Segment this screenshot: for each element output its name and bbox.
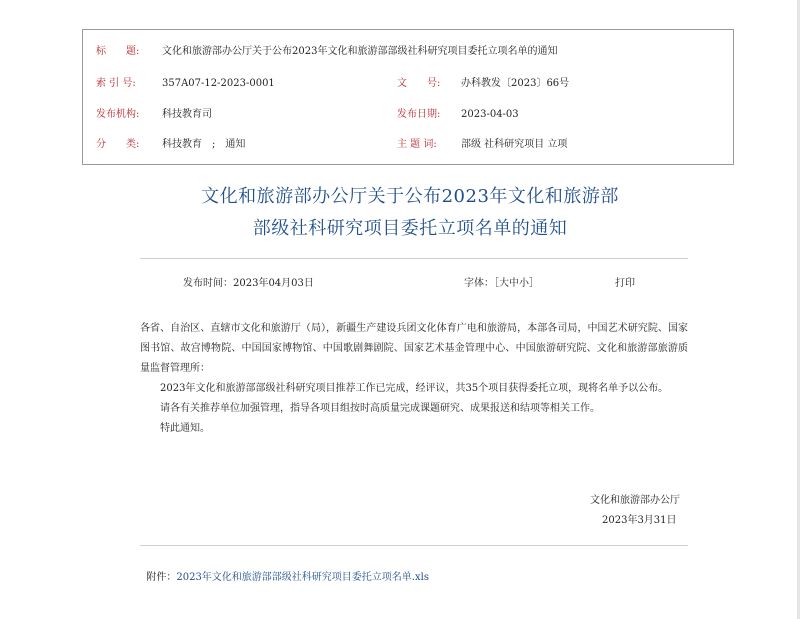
meta-title-label: 标 题: bbox=[96, 46, 140, 57]
meta-category-value: 科技教育 ; 通知 bbox=[162, 139, 246, 150]
meta-index-label: 索 引 号: bbox=[96, 78, 136, 89]
meta-docno-value: 办科教发〔2023〕66号 bbox=[461, 78, 570, 89]
salutation: 各省、自治区、直辖市文化和旅游厅（局），新疆生产建设兵团文化体育广电和旅游局，本部各司局，中国艺术研究院、国家图书馆、故宫博物院、中国国家博物馆、中国歌剧舞剧院、国家艺术基金管理中心、中国旅游研究院、文化和旅游部旅游质量监督管理所： bbox=[140, 323, 688, 374]
document-info-panel bbox=[82, 29, 734, 165]
meta-category-label: 分 类: bbox=[96, 139, 140, 150]
publish-time: 发布时间：2023年04月03日 bbox=[183, 278, 314, 289]
meta-row-publisher bbox=[83, 106, 733, 124]
meta-title-value: 文化和旅游部办公厅关于公布2023年文化和旅游部部级社科研究项目委托立项名单的通知 bbox=[162, 46, 558, 57]
print-link[interactable]: 打印 bbox=[615, 278, 635, 289]
meta-date-label: 发布日期: bbox=[397, 109, 441, 120]
font-size-switcher[interactable]: 字体：［大中小］ bbox=[464, 278, 539, 289]
attachment-label: 附件： bbox=[146, 572, 177, 583]
meta-publisher-value: 科技教育司 bbox=[162, 109, 212, 120]
meta-date-value: 2023-04-03 bbox=[461, 109, 519, 120]
signature-issuer: 文化和旅游部办公厅 bbox=[590, 495, 680, 506]
meta-keywords-value: 部级 社科研究项目 立项 bbox=[461, 139, 568, 150]
attachment-row bbox=[140, 554, 429, 586]
attachment-divider bbox=[140, 545, 688, 546]
meta-publisher-label: 发布机构: bbox=[96, 109, 140, 120]
article-body bbox=[140, 319, 688, 439]
meta-row-index bbox=[83, 75, 733, 93]
title-divider bbox=[140, 258, 688, 259]
paragraph-instruction: 请各有关推荐单位加强管理，指导各项目组按时高质量完成课题研究、成果报送和结项等相关工作。 bbox=[160, 403, 600, 414]
meta-docno-label: 文 号: bbox=[397, 78, 441, 89]
paragraph-announcement: 2023年文化和旅游部部级社科研究项目推荐工作已完成，经评议，共35个项目获得委托立项，现将名单予以公布。 bbox=[160, 383, 669, 394]
attachment-link[interactable]: 2023年文化和旅游部部级社科研究项目委托立项名单.xls bbox=[176, 572, 429, 583]
page-title-line-2: 部级社科研究项目委托立项名单的通知 bbox=[252, 218, 568, 239]
meta-index-value: 357A07-12-2023-0001 bbox=[162, 78, 275, 89]
meta-row-category bbox=[83, 136, 733, 154]
meta-keywords-label: 主 题 词: bbox=[397, 139, 437, 150]
meta-row-title bbox=[83, 43, 733, 61]
signature-date: 2023年3月31日 bbox=[602, 515, 677, 526]
paragraph-closing: 特此通知。 bbox=[160, 423, 210, 434]
page-title-line-1: 文化和旅游部办公厅关于公布2023年文化和旅游部 bbox=[201, 186, 619, 207]
